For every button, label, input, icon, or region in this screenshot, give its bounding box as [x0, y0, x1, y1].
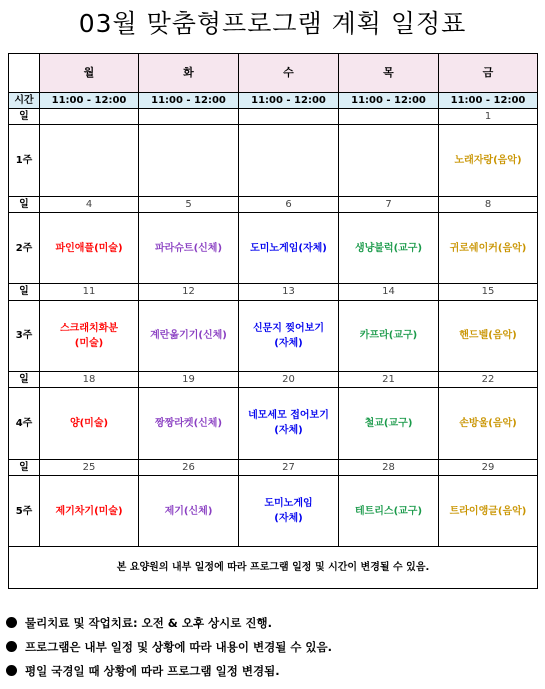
activity-row	[9, 212, 538, 283]
activity-row	[9, 388, 538, 459]
date-row-label: 일	[9, 459, 40, 475]
activity-cell	[139, 388, 239, 459]
date-row-label: 일	[9, 371, 40, 387]
bullet-icon	[6, 641, 17, 652]
activity-name: 파인애플(미술)	[55, 242, 123, 254]
date-row-label: 일	[9, 109, 40, 125]
activity-cell	[439, 300, 538, 371]
activity-name: 도미노게임(자체)	[250, 242, 327, 254]
activity-name: 카프라(교구)	[359, 330, 418, 342]
date-cell: 14	[339, 284, 439, 300]
date-cell: 13	[239, 284, 339, 300]
weekday-header-row	[9, 54, 538, 93]
activity-name: 테트리스(교구)	[354, 505, 423, 517]
date-cell: 8	[439, 196, 538, 212]
activity-cell	[339, 300, 439, 371]
note-item	[6, 635, 536, 659]
date-row	[9, 109, 538, 125]
note-item	[6, 611, 536, 635]
activity-cell	[139, 212, 239, 283]
activity-cell	[439, 212, 538, 283]
time-cell: 11:00 - 12:00	[40, 92, 139, 108]
weekday-header: 목	[339, 54, 439, 93]
activity-name: 계란옮기기(신체)	[150, 330, 227, 342]
date-row-label: 일	[9, 284, 40, 300]
activity-category: (자체)	[274, 425, 303, 437]
activity-cell	[439, 475, 538, 546]
activity-cell	[139, 475, 239, 546]
note-text: 물리치료 및 작업치료: 오전 & 오후 상시로 진행.	[25, 616, 272, 630]
activity-name: 제기차기(미술)	[55, 505, 123, 517]
date-cell: 27	[239, 459, 339, 475]
activity-name: 도미노게임	[264, 498, 313, 509]
activity-cell	[139, 125, 239, 196]
date-row-label: 일	[9, 196, 40, 212]
notes-list	[6, 611, 536, 683]
activity-name: 생냥불럭(교구)	[354, 242, 423, 254]
activity-cell	[439, 388, 538, 459]
activity-name: 제기(신체)	[164, 505, 213, 517]
activity-name: 핸드벨(음악)	[459, 330, 517, 342]
activity-cell	[439, 125, 538, 196]
weekday-header: 화	[139, 54, 239, 93]
activity-cell	[239, 125, 339, 196]
activity-cell	[40, 125, 139, 196]
activity-name: 노래자랑(음악)	[454, 154, 522, 166]
date-cell: 20	[239, 371, 339, 387]
activity-cell	[239, 475, 339, 546]
activity-cell	[239, 388, 339, 459]
date-row	[9, 459, 538, 475]
date-row	[9, 371, 538, 387]
date-cell: 18	[40, 371, 139, 387]
week-label: 1주	[9, 125, 40, 196]
activity-name: 스크래치화분	[60, 322, 118, 334]
date-cell: 6	[239, 196, 339, 212]
week-label: 2주	[9, 212, 40, 283]
date-cell: 11	[40, 284, 139, 300]
page-title: 03월 맞춤형프로그램 계획 일정표	[78, 9, 467, 38]
date-cell: 22	[439, 371, 538, 387]
activity-name: 트라이앵글(음악)	[449, 505, 527, 517]
date-cell: 15	[439, 284, 538, 300]
date-cell: 29	[439, 459, 538, 475]
note-text: 평일 국경일 때 상황에 따라 프로그램 일정 변경됨.	[25, 664, 280, 678]
activity-row	[9, 125, 538, 196]
date-cell	[339, 109, 439, 125]
time-cell: 11:00 - 12:00	[239, 92, 339, 108]
week-label: 4주	[9, 388, 40, 459]
date-cell: 5	[139, 196, 239, 212]
date-cell: 26	[139, 459, 239, 475]
activity-name: 철교(교구)	[364, 417, 413, 429]
week-label: 5주	[9, 475, 40, 546]
activity-row	[9, 300, 538, 371]
activity-cell	[339, 212, 439, 283]
activity-cell	[139, 300, 239, 371]
activity-cell	[239, 300, 339, 371]
activity-category: (자체)	[274, 337, 303, 349]
week-label: 3주	[9, 300, 40, 371]
date-cell: 1	[439, 109, 538, 125]
activity-name: 신문지 찢어보기	[252, 322, 325, 334]
bullet-icon	[6, 617, 17, 628]
corner-cell	[9, 54, 40, 93]
date-cell	[239, 109, 339, 125]
date-cell: 19	[139, 371, 239, 387]
activity-cell	[40, 300, 139, 371]
notice-text: 본 요양원의 내부 일정에 따라 프로그램 일정 및 시간이 변경될 수 있음.	[9, 547, 538, 589]
date-cell: 12	[139, 284, 239, 300]
activity-cell	[40, 388, 139, 459]
date-row	[9, 284, 538, 300]
date-cell: 25	[40, 459, 139, 475]
time-cell: 11:00 - 12:00	[339, 92, 439, 108]
note-item	[6, 659, 536, 683]
activity-cell	[339, 125, 439, 196]
activity-cell	[239, 212, 339, 283]
activity-category: (미술)	[74, 337, 104, 349]
activity-name: 네모세모 접어보기	[248, 410, 329, 422]
date-cell: 7	[339, 196, 439, 212]
weekday-header: 금	[439, 54, 538, 93]
date-cell: 21	[339, 371, 439, 387]
activity-name: 양(미술)	[69, 417, 109, 429]
activity-category: (자체)	[274, 513, 303, 524]
activity-name: 귀로쉐이커(음악)	[449, 242, 527, 254]
date-row	[9, 196, 538, 212]
activity-cell	[40, 475, 139, 546]
weekday-header: 월	[40, 54, 139, 93]
bullet-icon	[6, 665, 17, 676]
activity-name: 손방울(음악)	[459, 417, 517, 429]
activity-cell	[339, 388, 439, 459]
date-cell: 4	[40, 196, 139, 212]
activity-cell	[339, 475, 439, 546]
activity-name: 파라슈트(신체)	[154, 242, 223, 254]
time-row-label: 시간	[9, 92, 40, 108]
notice-row	[9, 547, 538, 589]
weekday-header: 수	[239, 54, 339, 93]
activity-cell	[40, 212, 139, 283]
date-cell	[139, 109, 239, 125]
note-text: 프로그램은 내부 일정 및 상황에 따라 내용이 변경될 수 있음.	[25, 640, 333, 654]
time-cell: 11:00 - 12:00	[139, 92, 239, 108]
activity-name: 짱짱라켓(신체)	[154, 417, 223, 429]
date-cell: 28	[339, 459, 439, 475]
schedule-table	[8, 53, 538, 589]
date-cell	[40, 109, 139, 125]
activity-row	[9, 475, 538, 546]
time-cell: 11:00 - 12:00	[439, 92, 538, 108]
time-row	[9, 92, 538, 108]
